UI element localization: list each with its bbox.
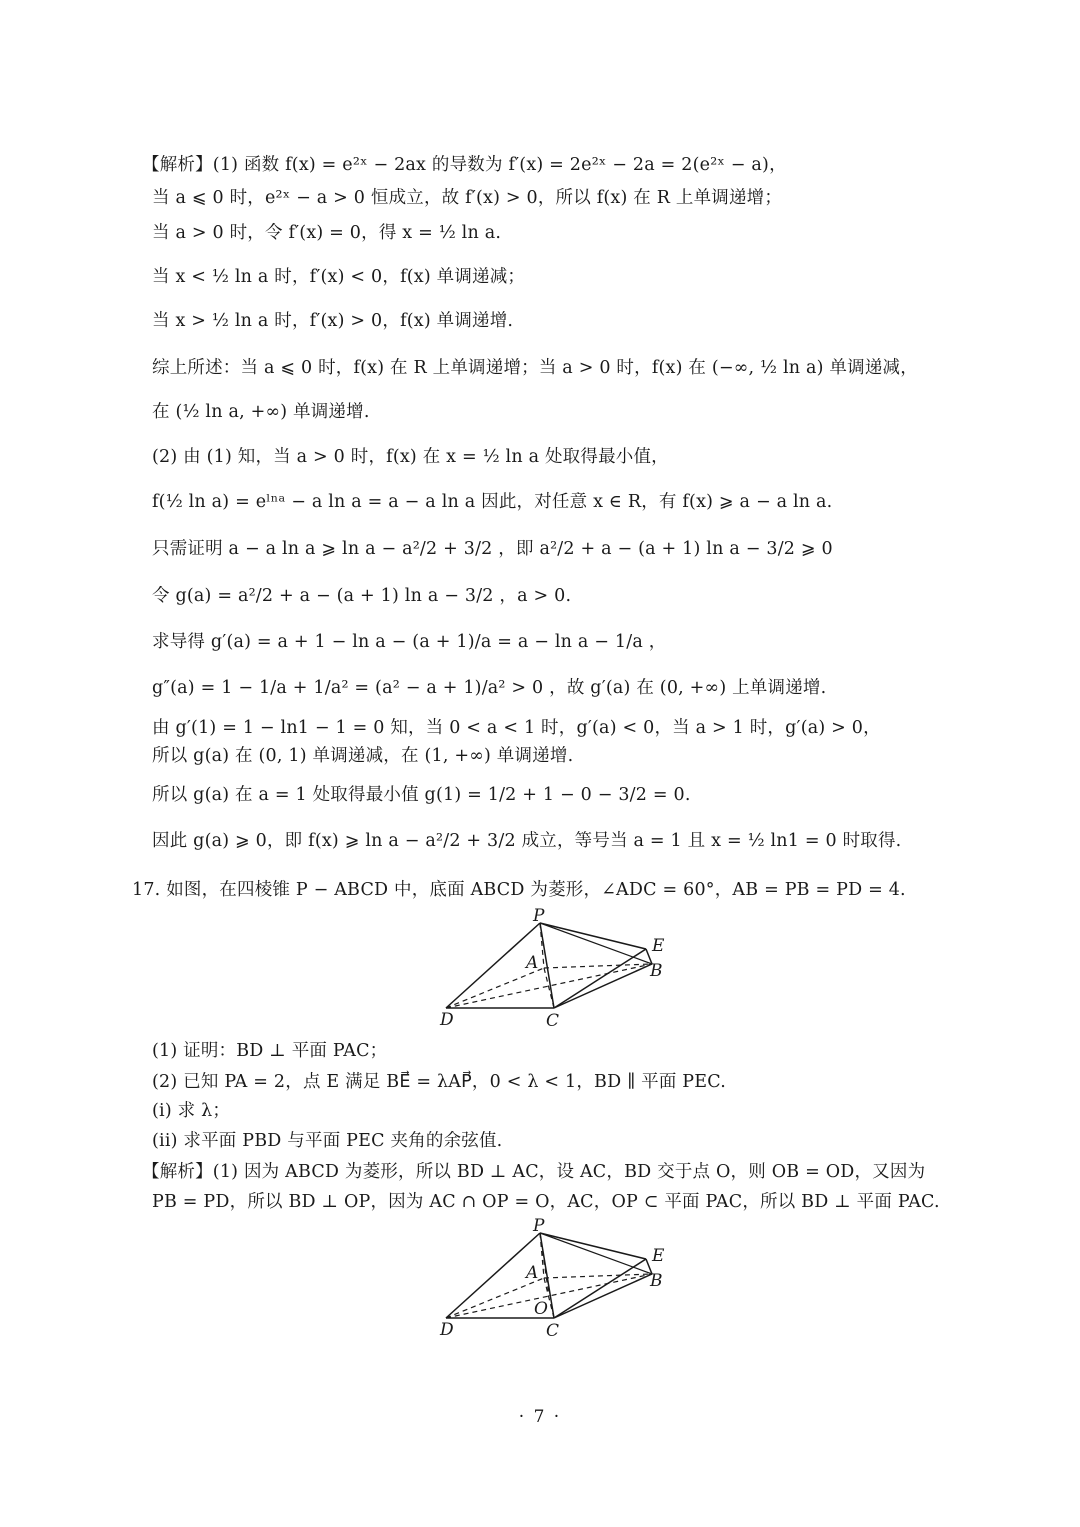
solution-line: 所以 g(a) 在 (0, 1) 单调递减，在 (1, +∞) 单调递增. — [152, 746, 574, 766]
figure-label: C — [546, 1011, 560, 1031]
solution-line: 在 (½ ln a, +∞) 单调递增. — [152, 402, 370, 422]
figure-label: P — [533, 1216, 545, 1236]
question-part: (ii) 求平面 PBD 与平面 PEC 夹角的余弦值. — [152, 1131, 503, 1151]
solution-line: 综上所述：当 a ⩽ 0 时，f(x) 在 R 上单调递增；当 a > 0 时，f(x) 在 (−∞, ½ ln a) 单调递减， — [152, 358, 918, 378]
solution-line: 所以 g(a) 在 a = 1 处取得最小值 g(1) = 1/2 + 1 − 0 − 3/2 = 0. — [152, 785, 691, 805]
figure-label: D — [440, 1320, 454, 1340]
figure-label: C — [546, 1321, 560, 1341]
solution-line: f(½ ln a) = eˡⁿᵃ − a ln a = a − a ln a 因此，对任意 x ∈ R，有 f(x) ⩾ a − a ln a. — [152, 492, 833, 512]
solution-line: g″(a) = 1 − 1/a + 1/a² = (a² − a + 1)/a² > 0 ，故 g′(a) 在 (0, +∞) 上单调递增. — [152, 678, 827, 698]
question-part: (i) 求 λ； — [152, 1101, 231, 1121]
solution-line: 由 g′(1) = 1 − ln1 − 1 = 0 知，当 0 < a < 1 时，g′(a) < 0，当 a > 1 时，g′(a) > 0， — [152, 718, 881, 738]
solution-line: 当 x > ½ ln a 时，f′(x) > 0，f(x) 单调递增. — [152, 311, 514, 331]
pyramid-figure — [430, 906, 680, 1034]
solution-line: (2) 由 (1) 知，当 a > 0 时，f(x) 在 x = ½ ln a 处取得最小值， — [152, 447, 669, 467]
page-number: · 7 · — [518, 1407, 562, 1427]
solution-line: 【解析】(1) 因为 ABCD 为菱形，所以 BD ⊥ AC，设 AC，BD 交于点 O，则 OB = OD，又因为 — [142, 1162, 926, 1182]
solution-line: 当 a > 0 时，令 f′(x) = 0，得 x = ½ ln a. — [152, 223, 502, 243]
solution-line: 【解析】(1) 函数 f(x) = e²ˣ − 2ax 的导数为 f′(x) = 2e²ˣ − 2a = 2(e²ˣ − a)， — [142, 155, 787, 175]
figure-label: E — [652, 936, 665, 956]
question-17-stem: 17. 如图，在四棱锥 P − ABCD 中，底面 ABCD 为菱形，∠ADC = 60°，AB = PB = PD = 4. — [132, 880, 906, 900]
figure-label: E — [652, 1246, 665, 1266]
solution-line: 求导得 g′(a) = a + 1 − ln a − (a + 1)/a = a − ln a − 1/a ， — [152, 632, 667, 652]
question-part: (1) 证明：BD ⊥ 平面 PAC； — [152, 1041, 388, 1061]
solution-line: 当 a ⩽ 0 时，e²ˣ − a > 0 恒成立，故 f′(x) > 0，所以 f(x) 在 R 上单调递增； — [152, 188, 783, 208]
figure-label: O — [534, 1299, 548, 1319]
figure-label: B — [650, 961, 663, 981]
figure-label: D — [440, 1010, 454, 1030]
question-part: (2) 已知 PA = 2，点 E 满足 BE⃗ = λAP⃗，0 < λ < 1，BD ∥ 平面 PEC. — [152, 1072, 726, 1092]
solution-line: 令 g(a) = a²/2 + a − (a + 1) ln a − 3/2 ，a > 0. — [152, 586, 572, 606]
figure-label: A — [526, 953, 539, 973]
solution-line: 只需证明 a − a ln a ⩾ ln a − a²/2 + 3/2 ，即 a²/2 + a − (a + 1) ln a − 3/2 ⩾ 0 — [152, 539, 833, 559]
pyramid-figure-with-o — [430, 1216, 680, 1344]
solution-line: 因此 g(a) ⩾ 0，即 f(x) ⩾ ln a − a²/2 + 3/2 成立，等号当 a = 1 且 x = ½ ln1 = 0 时取得. — [152, 831, 902, 851]
solution-line: 当 x < ½ ln a 时，f′(x) < 0，f(x) 单调递减； — [152, 267, 526, 287]
figure-label: B — [650, 1271, 663, 1291]
figure-label: P — [533, 906, 545, 926]
solution-line: PB = PD，所以 BD ⊥ OP，因为 AC ∩ OP = O，AC，OP ⊂ 平面 PAC，所以 BD ⊥ 平面 PAC. — [152, 1192, 940, 1212]
figure-label: A — [526, 1263, 539, 1283]
